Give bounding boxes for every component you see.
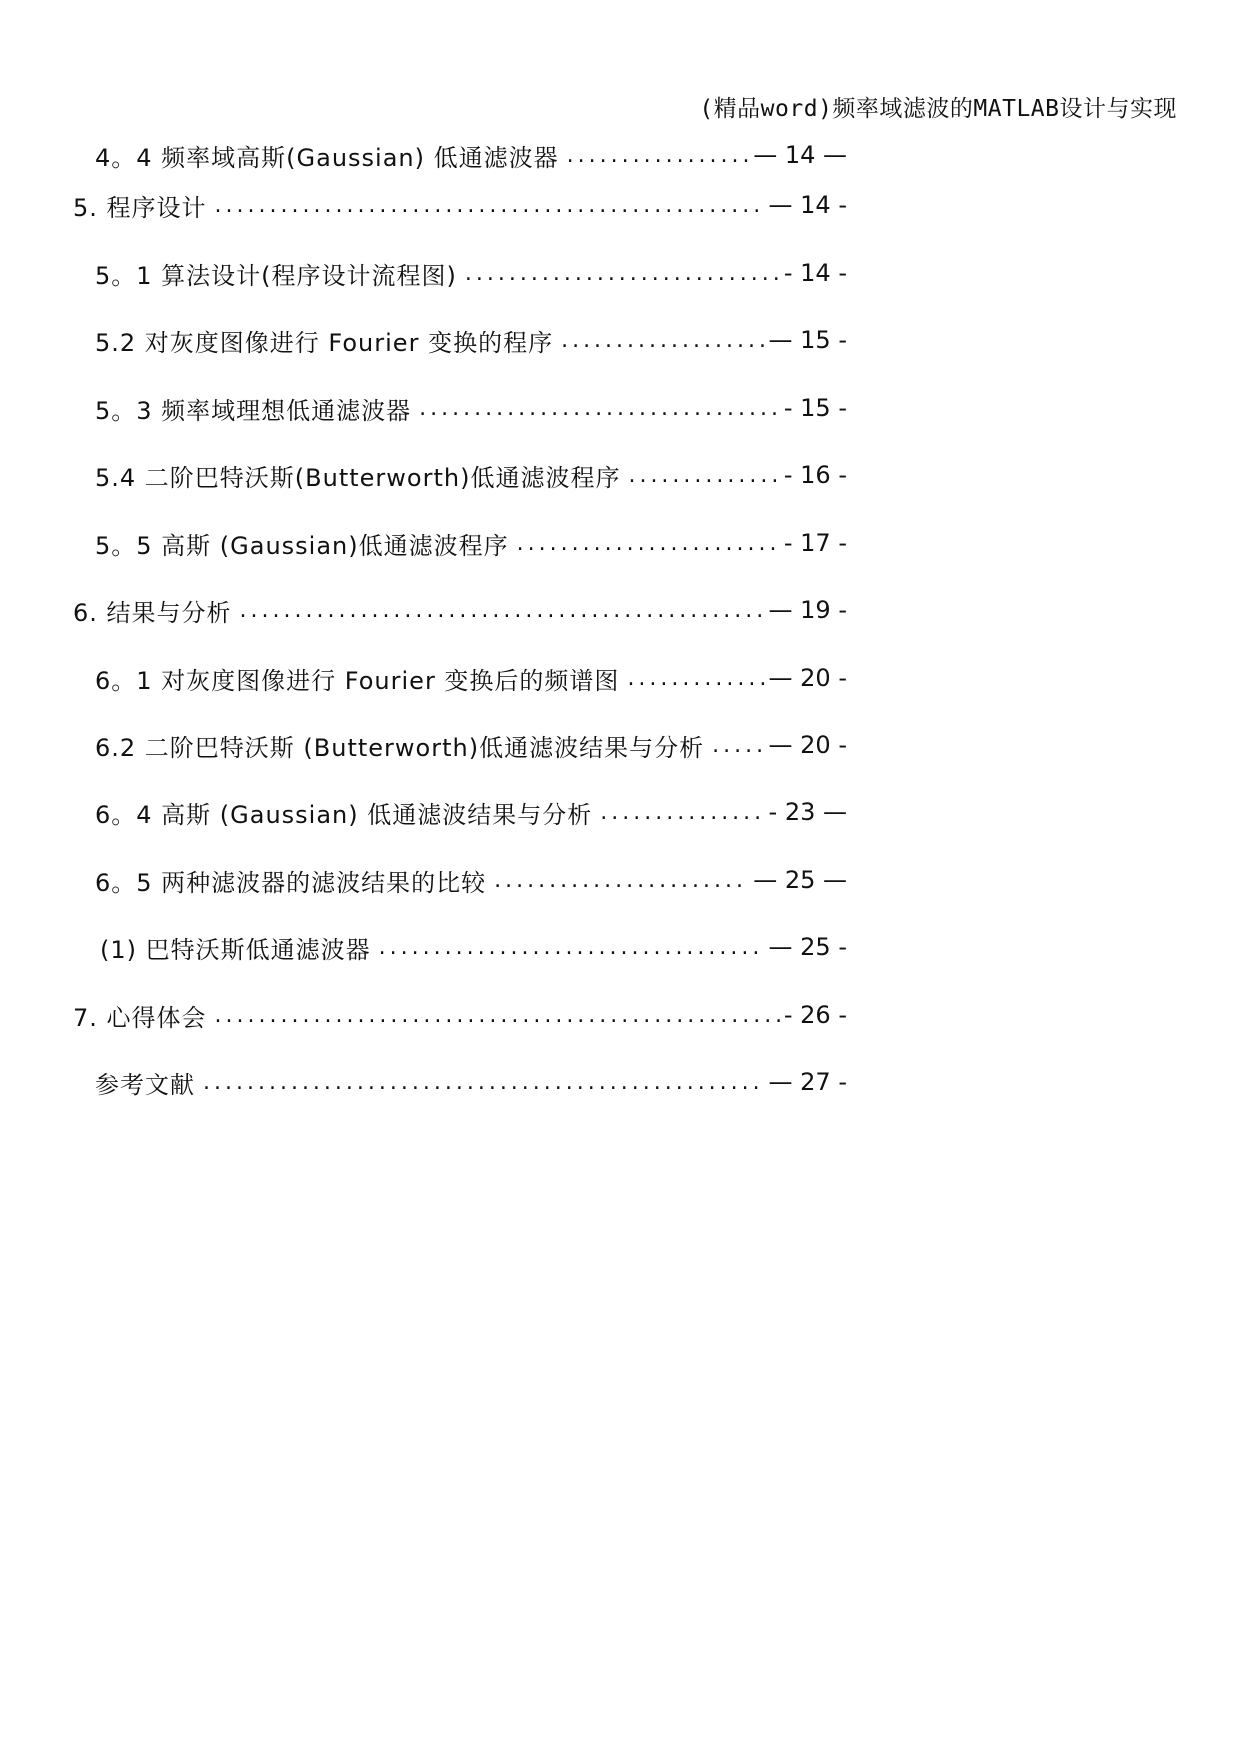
- toc-entry-title: 6。5 两种滤波器的滤波结果的比较: [95, 868, 487, 897]
- toc-entry-title: 6。4 高斯 (Gaussian) 低通滤波结果与分析: [95, 800, 593, 829]
- toc-dot-leader: [215, 1003, 780, 1028]
- toc-entry-6[interactable]: [73, 590, 847, 630]
- toc-entry-7[interactable]: [73, 995, 847, 1035]
- toc-dot-leader: [712, 733, 764, 758]
- toc-entry-page: - 26 -: [783, 1001, 847, 1029]
- toc-entry-title: 5。5 高斯 (Gaussian)低通滤波程序: [95, 531, 509, 560]
- toc-entry-page: — 20 -: [768, 731, 847, 759]
- toc-entry-6-5[interactable]: [95, 860, 847, 900]
- toc-dot-leader: [379, 935, 765, 960]
- toc-entry-5-2[interactable]: [95, 320, 847, 360]
- toc-entry-title: (1) 巴特沃斯低通滤波器: [100, 935, 371, 964]
- toc-entry-page: - 16 -: [783, 461, 847, 489]
- toc-entry-page: - 15 -: [783, 394, 847, 422]
- toc-entry-title: 5.4 二阶巴特沃斯(Butterworth)低通滤波程序: [95, 463, 621, 492]
- document-header: (精品word)频率域滤波的MATLAB设计与实现: [699, 96, 1177, 122]
- toc-entry-page: - 14 -: [783, 259, 847, 287]
- toc-entry-title: 5。1 算法设计(程序设计流程图): [95, 261, 457, 290]
- toc-entry-6-2[interactable]: [95, 725, 847, 765]
- toc-entry-page: — 25 —: [753, 866, 847, 894]
- toc-entry-6-5-1[interactable]: [100, 927, 847, 967]
- toc-entry-title: 7. 心得体会: [73, 1003, 207, 1032]
- toc-entry-title: 6.2 二阶巴特沃斯 (Butterworth)低通滤波结果与分析: [95, 733, 705, 762]
- toc-dot-leader: [215, 193, 765, 218]
- toc-entry-page: — 25 -: [768, 933, 847, 961]
- toc-entry-6-1[interactable]: [95, 658, 847, 698]
- toc-entry-title: 5. 程序设计: [73, 193, 207, 222]
- toc-entry-page: — 15 -: [768, 326, 847, 354]
- toc-entry-page: - 23 —: [768, 798, 847, 826]
- toc-entry-6-4[interactable]: [95, 792, 847, 832]
- toc-entry-page: — 19 -: [768, 596, 847, 624]
- toc-entry-page: — 14 -: [768, 191, 847, 219]
- toc-dot-leader: [561, 328, 764, 353]
- toc-entry-title: 6. 结果与分析: [73, 598, 232, 627]
- toc-entry-title: 5.2 对灰度图像进行 Fourier 变换的程序: [95, 328, 554, 357]
- toc-entry-title: 6。1 对灰度图像进行 Fourier 变换后的频谱图: [95, 666, 620, 695]
- toc-dot-leader: [240, 598, 765, 623]
- toc-dot-leader: [419, 396, 780, 421]
- toc-entry-page: - 17 -: [783, 529, 847, 557]
- toc-dot-leader: [600, 800, 764, 825]
- toc-entry-title: 参考文献: [95, 1070, 195, 1099]
- toc-dot-leader: [628, 463, 779, 488]
- toc-entry-page: — 14 —: [753, 141, 847, 169]
- toc-dot-leader: [627, 666, 764, 691]
- toc-entry-references[interactable]: [95, 1062, 847, 1102]
- toc-entry-title: 4。4 频率域高斯(Gaussian) 低通滤波器: [95, 143, 559, 172]
- toc-entry-5-4[interactable]: [95, 455, 847, 495]
- toc-dot-leader: [494, 868, 749, 893]
- toc-dot-leader: [203, 1070, 765, 1095]
- toc-dot-leader: [567, 143, 750, 168]
- toc-entry-4-4[interactable]: [95, 135, 847, 175]
- toc-dot-leader: [465, 261, 780, 286]
- toc-entry-page: — 27 -: [768, 1068, 847, 1096]
- toc-entry-5-3[interactable]: [95, 388, 847, 428]
- toc-entry-5[interactable]: [73, 185, 847, 225]
- toc-dot-leader: [517, 531, 780, 556]
- toc-entry-5-1[interactable]: [95, 253, 847, 293]
- toc-entry-page: — 20 -: [768, 664, 847, 692]
- toc-entry-5-5[interactable]: [95, 523, 847, 563]
- toc-entry-title: 5。3 频率域理想低通滤波器: [95, 396, 412, 425]
